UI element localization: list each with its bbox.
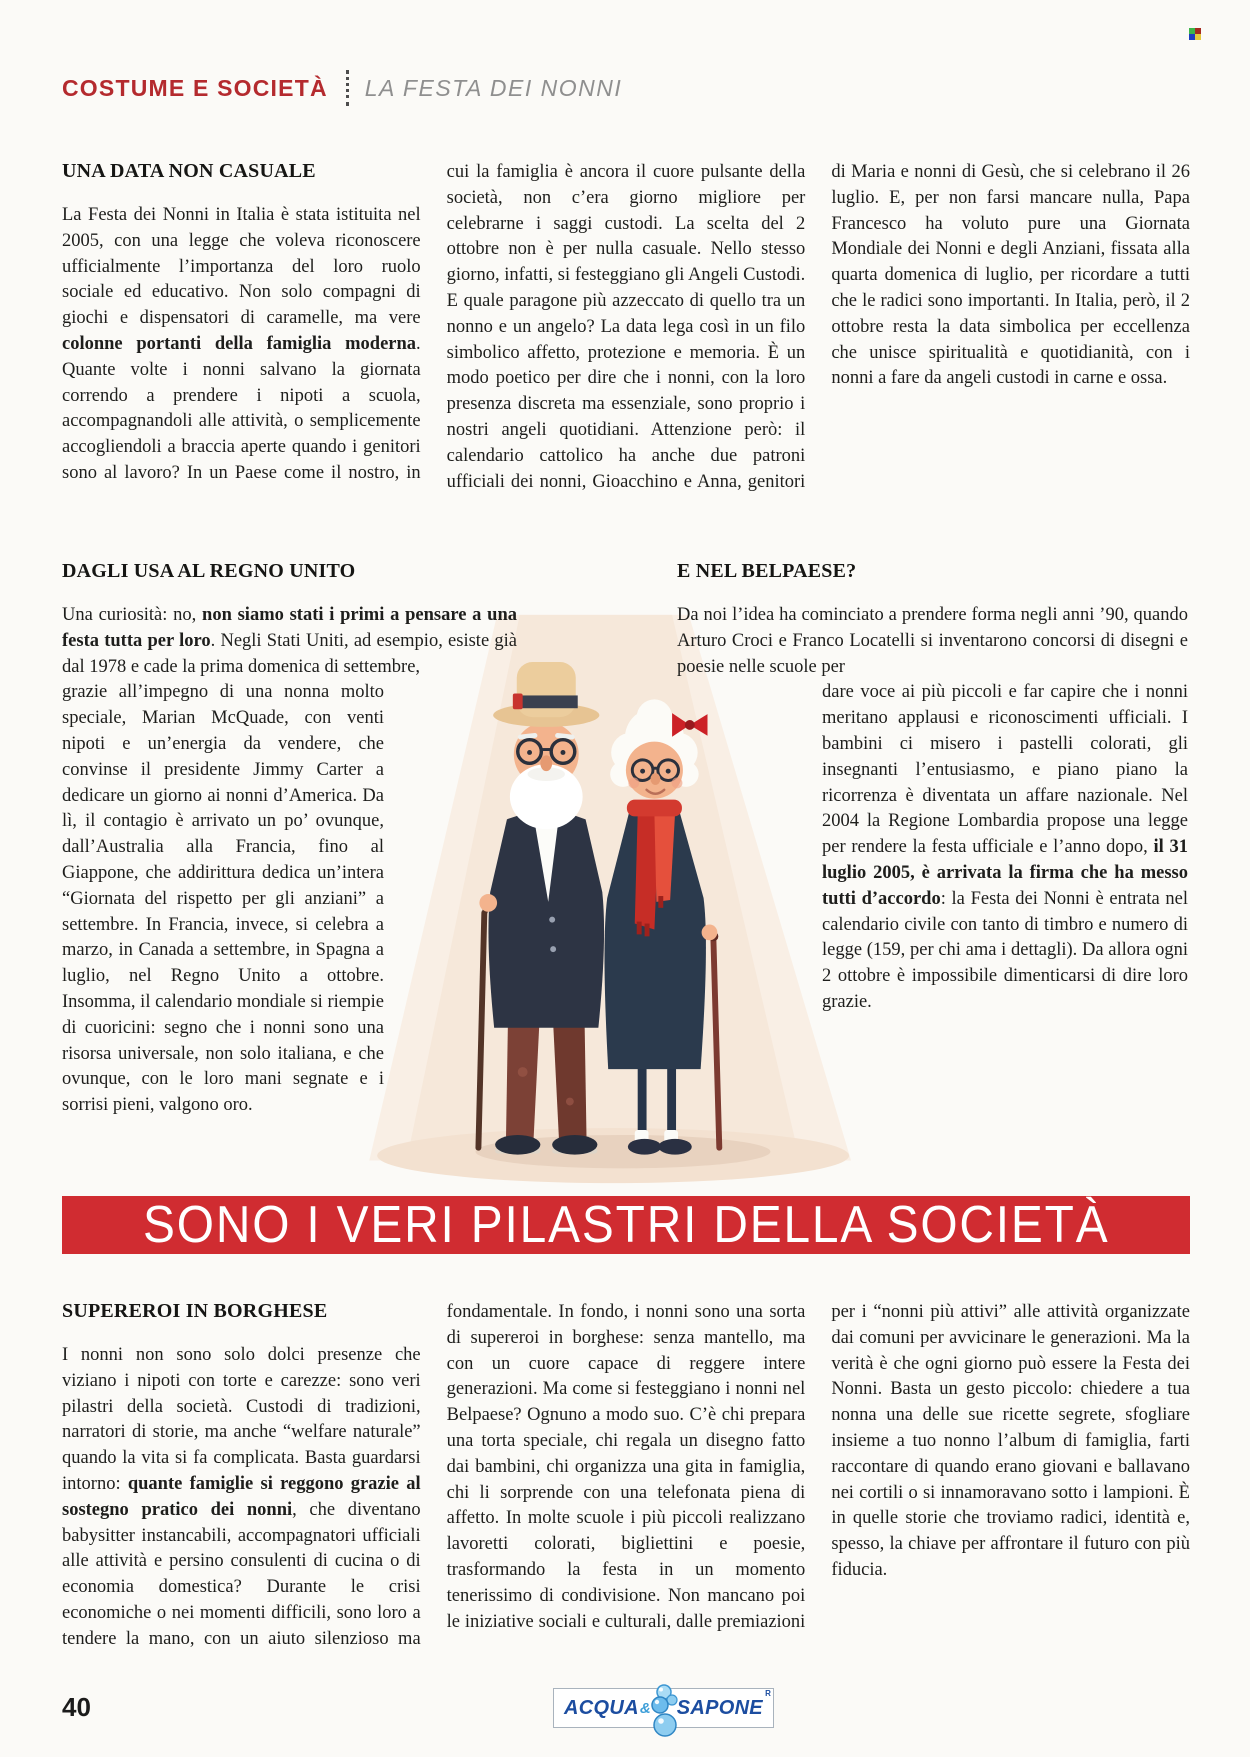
page-number: 40 xyxy=(62,1692,91,1722)
yellow-square xyxy=(1195,34,1201,40)
heading-dagli-usa: DAGLI USA AL REGNO UNITO xyxy=(62,560,356,582)
logo-ampersand: & xyxy=(639,1699,651,1717)
soap-bubbles-icon xyxy=(651,1689,677,1727)
body-dagli-usa: grazie all’impegno di una nonna molto speciale, Marian McQuade, con venti nipoti e un’energia da vendere, che convinse il presidente Jimmy Carter a dedicare un giorno ai nonni d’America. Da lì, il contagio è arrivato un po’ ovunque, dall’Australia alla Francia, fino al Giappone, che addirittura dedica un’intera “Giornata del rispetto per gli anziani” a settembre. In Francia, invece, si celebra a marzo, in Canada a settembre, in Spagna a luglio, nel Regno Unito a ottobre. Insomma, il calendario mondiale si riempie di cuoricini: segno che i nonni sono una risorsa universale, non solo italiana, e che ovunque, con le loro mani segnate e i sorrisi pieni, valgono oro. xyxy=(62,682,384,1116)
body-una-data-non-casuale: La Festa dei Nonni in Italia è stata istituita nel 2005, con una legge che voleva riconoscere ufficialmente l’importanza del loro ruolo sociale ed educativo. Non solo compagni di giochi e dispensatori di caramelle, ma vere colonne portanti della famiglia moderna. Quante volte i nonni salvano la giornata correndo a prendere i nipoti a scuola, accompagnandoli alle attività, o semplicemente accogliendoli a braccia aperte quando i genitori sono al lavoro? In un Paese come il nostro, in cui la famiglia è ancora il cuore pulsante della società, non c’era giorno migliore per celebrarne i saggi custodi. La scelta del 2 ottobre non è per nulla casuale. Nello stesso giorno, infatti, si festeggiano gli Angeli Custodi. E quale paragone più azzeccato di quello tra un nonno e un angelo? La data lega così in un filo simbolico affetto, protezione e memoria. È un modo poetico per dire che i nonni, con la loro presenza discreta ma essenziale, sono proprio i nostri angeli quotidiani. Attenzione però: il calendario cattolico ha anche due patroni ufficiali dei nonni, Gioacchino e Anna, genitori di Maria e nonni di Gesù, che si celebrano il 26 luglio. E, per non farsi mancare nulla, Papa Francesco ha voluto pure una Giornata Mondiale dei Nonni e degli Anziani, fissata alla quarta domenica di luglio, per ricordare a tutti che le radici sono importanti. In Italia, però, il 2 ottobre resta la data simbolica per eccellenza che unisce spiritualità e quotidianità, con i nonni a fare da angeli custodi in carne e ossa. xyxy=(62,162,1190,492)
body-supereroi-in-borghese: I nonni non sono solo dolci presenze che viziano i nipoti con torte e carezze: sono veri pilastri della società. Custodi di tradizioni, narratori di storie, ma anche “welfare naturale” quando la vita si fa complicata. Basta guardarsi intorno: quante famiglie si reggono grazie al sostegno pratico dei nonni, che diventano babysitter instancabili, accompagnatori ufficiali alle attività e persino consulenti di cucina o di economia domestica? Durante le crisi economiche o nei momenti difficili, sono loro a tendere la mano, con un aiuto silenzioso ma fondamentale. In fondo, i nonni sono una sorta di supereroi in borghese: senza mantello, ma con un cuore capace di reggere intere generazioni. Ma come si festeggiano i nonni nel Belpaese? Ognuno a modo suo. C’è chi prepara una torta speciale, chi regala un disegno fatto dai bambini, chi organizza una gita in famiglia, chi li sorprende con una telefonata piena di affetto. In molte scuole i più piccoli realizzano lavoretti colorati, bigliettini e poesie, trasformando la festa in un momento tenerissimo di condivisione. Non mancano poi le iniziative sociali e culturali, dalle premiazioni per i “nonni più attivi” alle attività organizzate dai comuni per avvicinare le generazioni. Ma la verità è che ogni giorno può essere la Festa dei Nonni. Basta un gesto piccolo: chiedere a tua nonna una delle sue ricette segrete, sfogliare insieme a tuo nonno l’album di famiglia, farti raccontare di quando erano giovani e ballavano nei cortili o si innamoravano sotto i lampioni. È in quelle storie che troviamo radici, identità e, spesso, la chiave per affrontare il futuro con più fiducia. xyxy=(62,1302,1190,1649)
section-dagli-usa xyxy=(62,560,517,1119)
heading-una-data-non-casuale: UNA DATA NON CASUALE xyxy=(62,160,316,182)
section-una-data-non-casuale xyxy=(62,160,1190,502)
registered-trademark-icon: R xyxy=(765,1689,771,1698)
article-topic: LA FESTA DEI NONNI xyxy=(364,74,623,101)
pull-quote-text: SONO I VERI PILASTRI DELLA SOCIETÀ xyxy=(142,1196,1110,1254)
dotted-divider xyxy=(346,70,349,106)
pull-quote-banner xyxy=(62,1196,1190,1254)
logo-word-sapone: SAPONE xyxy=(676,1696,763,1719)
color-registration-mark-icon xyxy=(1189,28,1201,40)
body-belpaese: dare voce ai più piccoli e far capire che i nonni meritano applausi e riconoscimenti ufficiali. I bambini ci misero i pastelli colorati, gli insegnanti l’entusiasmo, e piano piano la ricorrenza è diventata un affare nazionale. Nel 2004 la Regione Lombardia propose una legge per rendere la festa ufficiale e l’anno dopo, il 31 luglio 2005, è arrivata la firma che ha messo tutti d’accordo: la Festa dei Nonni è entrata nel calendario civile con tanto di timbro e numero di legge (159, per chi ama i dettagli). Da allora ogni 2 ottobre è impossibile dimenticarsi di dire loro grazie. xyxy=(822,682,1188,1012)
heading-supereroi-in-borghese: SUPEREROI IN BORGHESE xyxy=(62,1300,328,1322)
section-kicker: COSTUME E SOCIETÀ xyxy=(62,74,328,101)
logo-word-acqua: ACQUA xyxy=(564,1696,639,1719)
section-belpaese xyxy=(677,560,1188,1016)
intro-dagli-usa: Una curiosità: no, non siamo stati i primi a pensare a una festa tutta per loro. Negli Stati Uniti, ad esempio, esiste già dal 1978 e cade la prima domenica di settembre, xyxy=(62,605,517,677)
acqua-sapone-logo xyxy=(553,1688,774,1728)
page-header xyxy=(62,70,622,106)
heading-belpaese: E NEL BELPAESE? xyxy=(677,560,857,582)
section-supereroi-in-borghese xyxy=(62,1300,1190,1654)
intro-belpaese: Da noi l’idea ha cominciato a prendere forma negli anni ’90, quando Arturo Croci e Franco Locatelli si inventarono concorsi di disegni e poesie nelle scuole per xyxy=(677,605,1188,677)
